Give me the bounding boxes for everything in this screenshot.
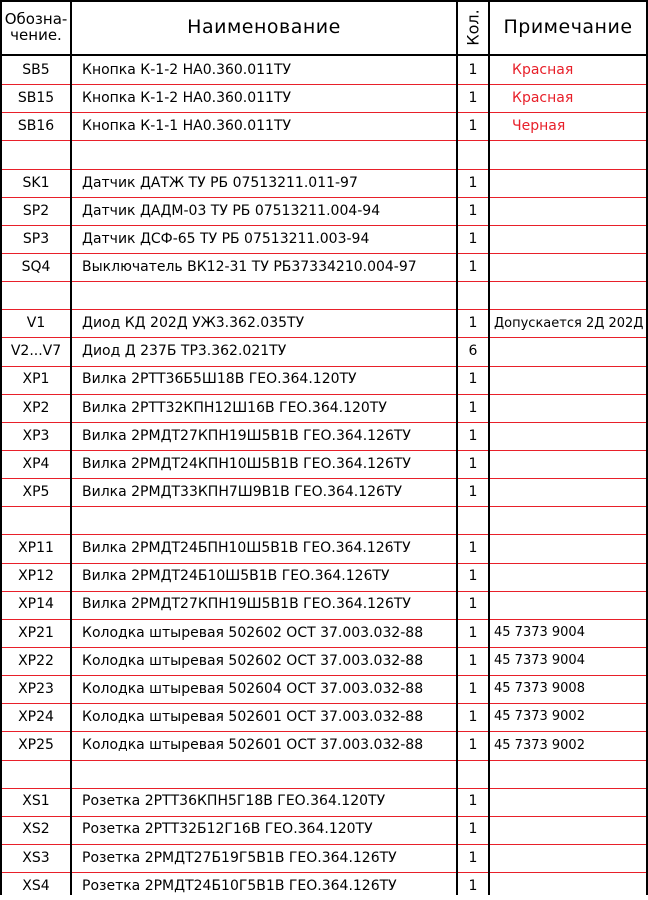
name-cell: Вилка 2РМДТ24БПН10Ш5В1В ГЕО.364.126ТУ — [82, 540, 411, 557]
name-cell: Кнопка К-1-1 НА0.360.011ТУ — [82, 118, 292, 135]
designation-cell: XP22 — [18, 652, 54, 669]
quantity-cell — [458, 281, 488, 309]
note-cell: Черная — [512, 118, 566, 135]
note-cell — [494, 281, 646, 309]
note-cell — [494, 844, 646, 872]
quantity-cell: 1 — [468, 821, 478, 838]
name-cell: Колодка штыревая 502601 ОСТ 37.003.032-88 — [82, 708, 424, 725]
note-cell — [494, 394, 646, 422]
note-cell — [494, 140, 646, 168]
name-cell: Вилка 2РМДТ27КПН19Ш5В1В ГЕО.364.126ТУ — [82, 596, 411, 613]
note-cell — [494, 197, 646, 225]
quantity-cell: 1 — [468, 596, 478, 613]
header-designation-line2: чение. — [10, 26, 62, 44]
name-cell: Розетка 2РТТ32Б12Г16В ГЕО.364.120ТУ — [82, 821, 373, 838]
table-row — [0, 619, 648, 647]
quantity-cell: 1 — [468, 174, 478, 191]
table-row — [0, 337, 648, 365]
designation-cell: XP14 — [18, 596, 54, 613]
name-cell: Вилка 2РТТ36Б5Ш18В ГЕО.364.120ТУ — [82, 371, 357, 388]
designation-cell: SB15 — [17, 90, 55, 107]
note-cell — [494, 253, 646, 281]
name-cell: Колодка штыревая 502602 ОСТ 37.003.032-88 — [82, 624, 424, 641]
name-cell: Вилка 2РТТ32КПН12Ш16В ГЕО.364.120ТУ — [82, 399, 387, 416]
table-row — [0, 815, 648, 843]
note-cell — [494, 759, 646, 787]
table-row — [0, 534, 648, 562]
note-cell: 45 7373 9002 — [494, 737, 585, 753]
quantity-cell: 1 — [468, 315, 478, 332]
table-row — [0, 478, 648, 506]
empty-row — [0, 281, 648, 309]
quantity-cell: 1 — [468, 427, 478, 444]
designation-cell: SP3 — [22, 230, 50, 247]
note-cell — [494, 562, 646, 590]
note-cell — [494, 450, 646, 478]
table-row — [0, 872, 648, 900]
designation-cell — [2, 281, 70, 309]
quantity-cell: 1 — [468, 202, 478, 219]
name-cell: Вилка 2РМДТ33КПН7Ш9В1В ГЕО.364.126ТУ — [82, 483, 403, 500]
quantity-cell: 1 — [468, 793, 478, 810]
name-cell: Датчик ДАТЖ ТУ РБ 07513211.011-97 — [82, 174, 358, 191]
quantity-cell: 1 — [468, 737, 478, 754]
table-row — [0, 84, 648, 112]
quantity-cell: 1 — [468, 90, 478, 107]
quantity-cell: 1 — [468, 540, 478, 557]
designation-cell: XP24 — [18, 708, 54, 725]
quantity-cell: 1 — [468, 483, 478, 500]
empty-row — [0, 506, 648, 534]
name-cell — [82, 281, 454, 309]
table-row — [0, 112, 648, 140]
table-row — [0, 450, 648, 478]
table-row — [0, 590, 648, 618]
quantity-cell: 1 — [468, 877, 478, 894]
quantity-cell: 1 — [468, 708, 478, 725]
quantity-cell: 1 — [468, 118, 478, 135]
table-row — [0, 169, 648, 197]
table-row — [0, 422, 648, 450]
designation-cell: XP12 — [18, 568, 54, 585]
quantity-cell: 1 — [468, 62, 478, 79]
designation-cell: XP21 — [18, 624, 54, 641]
note-cell: 45 7373 9008 — [494, 681, 585, 697]
note-cell — [494, 815, 646, 843]
name-cell: Вилка 2РМДТ24КПН10Ш5В1В ГЕО.364.126ТУ — [82, 455, 411, 472]
quantity-cell — [458, 759, 488, 787]
name-cell — [82, 140, 454, 168]
table-row — [0, 225, 648, 253]
quantity-cell: 1 — [468, 399, 478, 416]
designation-cell: SP2 — [22, 202, 50, 219]
header-quantity-label: Кол. — [463, 8, 483, 46]
note-cell — [494, 225, 646, 253]
table-row — [0, 365, 648, 393]
name-cell: Диод КД 202Д УЖ3.362.035ТУ — [82, 315, 305, 332]
note-cell — [494, 365, 646, 393]
table-row — [0, 253, 648, 281]
header-quantity — [458, 0, 488, 54]
designation-cell — [2, 759, 70, 787]
name-cell: Вилка 2РМДТ24Б10Ш5В1В ГЕО.364.126ТУ — [82, 568, 390, 585]
table-row — [0, 394, 648, 422]
note-cell: 45 7373 9004 — [494, 653, 585, 669]
designation-cell: XS1 — [22, 793, 50, 810]
note-cell: Допускается 2Д 202Д — [494, 315, 644, 331]
header-designation-line1: Обозна- — [4, 10, 68, 28]
empty-row — [0, 759, 648, 787]
designation-cell — [2, 140, 70, 168]
note-cell — [494, 506, 646, 534]
name-cell: Вилка 2РМДТ27КПН19Ш5В1В ГЕО.364.126ТУ — [82, 427, 411, 444]
table-body — [0, 56, 648, 900]
designation-cell: XS4 — [22, 877, 50, 894]
designation-cell: XP23 — [18, 680, 54, 697]
empty-row — [0, 140, 648, 168]
table-row — [0, 675, 648, 703]
designation-cell: XP11 — [18, 540, 54, 557]
name-cell: Выключатель ВК12-31 ТУ РБ37334210.004-97 — [82, 258, 417, 275]
quantity-cell: 1 — [468, 624, 478, 641]
designation-cell: XP1 — [22, 371, 50, 388]
quantity-cell: 1 — [468, 680, 478, 697]
quantity-cell: 1 — [468, 371, 478, 388]
header-note: Примечание — [503, 16, 633, 38]
note-cell: Красная — [512, 62, 574, 79]
designation-cell: XP2 — [22, 399, 50, 416]
name-cell: Розетка 2РМДТ27Б19Г5В1В ГЕО.364.126ТУ — [82, 849, 397, 866]
table-row — [0, 787, 648, 815]
note-cell — [494, 590, 646, 618]
designation-cell: SB16 — [17, 118, 55, 135]
quantity-cell: 1 — [468, 455, 478, 472]
name-cell: Датчик ДАДМ-03 ТУ РБ 07513211.004-94 — [82, 202, 381, 219]
name-cell: Колодка штыревая 502602 ОСТ 37.003.032-88 — [82, 652, 424, 669]
table-row — [0, 647, 648, 675]
designation-cell: V1 — [26, 315, 46, 332]
name-cell — [82, 759, 454, 787]
note-cell: Красная — [512, 90, 574, 107]
header-name: Наименование — [187, 16, 341, 38]
note-cell — [494, 478, 646, 506]
table-row — [0, 731, 648, 759]
name-cell — [82, 506, 454, 534]
quantity-cell: 1 — [468, 849, 478, 866]
name-cell: Датчик ДСФ-65 ТУ РБ 07513211.003-94 — [82, 230, 370, 247]
note-cell: 45 7373 9002 — [494, 709, 585, 725]
designation-cell: XP5 — [22, 483, 50, 500]
quantity-cell — [458, 506, 488, 534]
designation-cell: SQ4 — [21, 258, 51, 275]
table-row — [0, 309, 648, 337]
designation-cell: XP4 — [22, 455, 50, 472]
header-designation — [2, 0, 70, 54]
designation-cell: SK1 — [22, 174, 50, 191]
quantity-cell — [458, 140, 488, 168]
name-cell: Розетка 2РТТ36КПН5Г18В ГЕО.364.120ТУ — [82, 793, 386, 810]
note-cell — [494, 787, 646, 815]
table-row — [0, 562, 648, 590]
designation-cell: XS2 — [22, 821, 50, 838]
table-row — [0, 197, 648, 225]
quantity-cell: 1 — [468, 230, 478, 247]
table-row — [0, 56, 648, 84]
quantity-cell: 6 — [468, 343, 478, 360]
name-cell: Розетка 2РМДТ24Б10Г5В1В ГЕО.364.126ТУ — [82, 877, 397, 894]
designation-cell: XS3 — [22, 849, 50, 866]
quantity-cell: 1 — [468, 568, 478, 585]
quantity-cell: 1 — [468, 652, 478, 669]
note-cell: 45 7373 9004 — [494, 625, 585, 641]
table-row — [0, 703, 648, 731]
note-cell — [494, 169, 646, 197]
note-cell — [494, 534, 646, 562]
designation-cell: SB5 — [22, 62, 50, 79]
name-cell: Кнопка К-1-2 НА0.360.011ТУ — [82, 62, 292, 79]
note-cell — [494, 422, 646, 450]
name-cell: Диод Д 237Б ТР3.362.021ТУ — [82, 343, 287, 360]
name-cell: Колодка штыревая 502601 ОСТ 37.003.032-88 — [82, 737, 424, 754]
designation-cell — [2, 506, 70, 534]
designation-cell: XP3 — [22, 427, 50, 444]
name-cell: Кнопка К-1-2 НА0.360.011ТУ — [82, 90, 292, 107]
designation-cell: V2...V7 — [10, 343, 62, 360]
note-cell — [494, 872, 646, 900]
quantity-cell: 1 — [468, 258, 478, 275]
name-cell: Колодка штыревая 502604 ОСТ 37.003.032-88 — [82, 680, 424, 697]
note-cell — [494, 337, 646, 365]
table-row — [0, 844, 648, 872]
designation-cell: XP25 — [18, 737, 54, 754]
